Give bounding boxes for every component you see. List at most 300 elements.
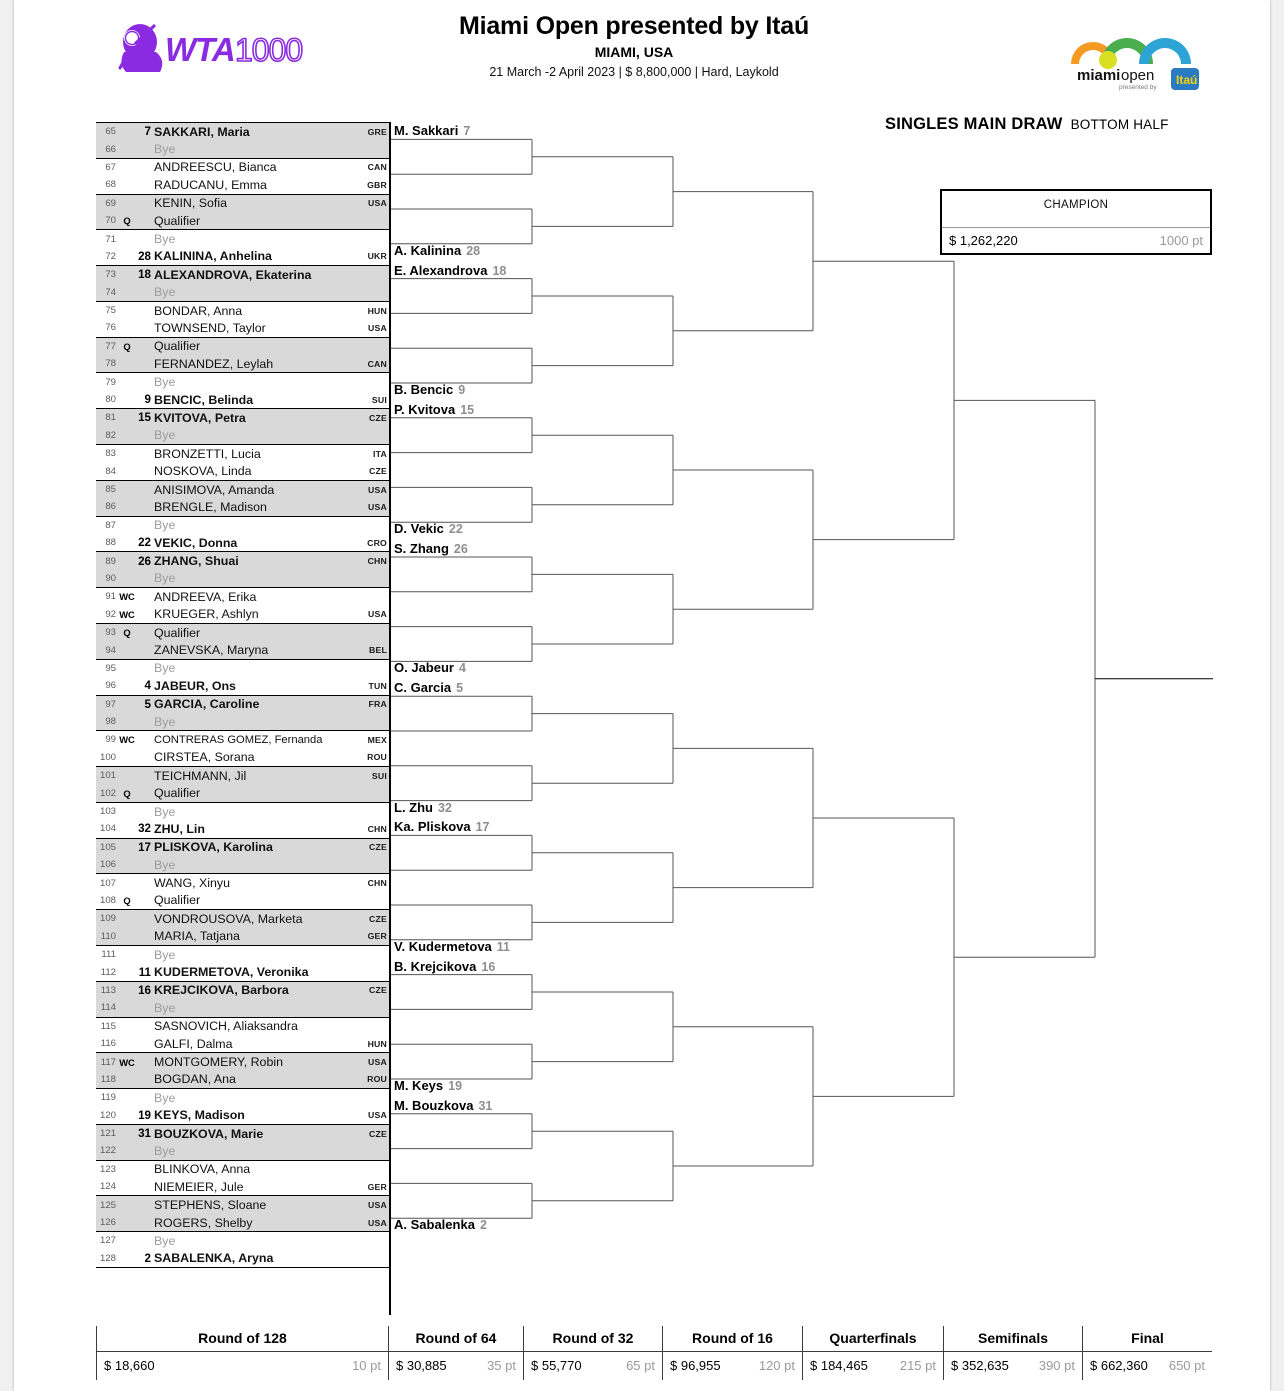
draw-position-number: 114 — [100, 1002, 116, 1014]
player-name: ANISIMOVA, Amanda — [154, 482, 275, 497]
draw-position-number: 72 — [105, 250, 116, 262]
champion-points: 1000 pt — [1159, 233, 1203, 248]
r64-player-seed: 16 — [481, 959, 496, 974]
player-name: PLISKOVA, Karolina — [154, 840, 273, 855]
r64-slot[interactable] — [394, 800, 452, 815]
r128-player-row[interactable] — [96, 534, 390, 551]
player-name: KUDERMETOVA, Veronika — [154, 965, 309, 980]
r64-player-name: S. Zhang — [394, 541, 449, 556]
r128-player-row[interactable] — [96, 1071, 390, 1088]
r128-player-row[interactable] — [96, 749, 390, 766]
r128-match-group — [96, 265, 390, 301]
r64-player-seed: 17 — [475, 820, 490, 835]
prize-table-header-row — [96, 1326, 1212, 1351]
r128-match-group — [96, 730, 390, 766]
draw-position-number: 65 — [105, 126, 116, 138]
r64-player-name: M. Sakkari — [394, 123, 459, 139]
prize-money-table — [96, 1326, 1212, 1380]
svg-text:open: open — [1121, 67, 1155, 84]
entry-status-label: WC — [119, 608, 135, 620]
player-name: CIRSTEA, Sorana — [154, 750, 255, 765]
r128-player-row[interactable] — [96, 481, 390, 498]
draw-position-number: 97 — [105, 698, 116, 710]
r64-player-name: L. Zhu — [394, 799, 433, 815]
r128-player-row[interactable] — [96, 498, 390, 515]
r128-match-group — [96, 122, 390, 158]
r128-player-row[interactable] — [96, 1125, 390, 1142]
prize-value-cell — [802, 1352, 943, 1380]
draw-position-number: 85 — [105, 484, 116, 495]
player-seed: 22 — [138, 536, 151, 550]
draw-position-number: 126 — [99, 1217, 116, 1229]
r128-player-row[interactable] — [96, 123, 390, 140]
player-seed: 5 — [144, 697, 151, 711]
prize-points: 10 pt — [352, 1358, 381, 1373]
r128-match-group — [96, 337, 390, 373]
r128-player-row[interactable] — [96, 660, 390, 677]
player-name: ROGERS, Shelby — [154, 1215, 253, 1230]
draw-position-number: 77 — [105, 340, 116, 352]
draw-position-number: 112 — [100, 966, 116, 978]
prize-money: $ 184,465 — [810, 1358, 868, 1373]
r64-player-seed: 9 — [458, 383, 466, 397]
player-name: BONDAR, Anna — [154, 303, 243, 318]
draw-position-number: 67 — [105, 161, 116, 173]
r64-slot[interactable] — [394, 1217, 487, 1232]
entry-status-label: Q — [123, 627, 131, 639]
draw-position-number: 105 — [99, 841, 116, 853]
prize-round-header: Quarterfinals — [802, 1326, 943, 1351]
r128-player-row[interactable] — [96, 713, 390, 730]
player-name: Bye — [154, 428, 176, 443]
r128-match-group — [96, 766, 390, 802]
r64-player-name: V. Kudermetova — [394, 938, 492, 954]
draw-position-number: 66 — [105, 143, 116, 155]
draw-position-number: 86 — [105, 501, 116, 513]
r128-player-row[interactable] — [96, 784, 390, 801]
r128-player-row[interactable] — [96, 767, 390, 784]
player-name: GALFI, Dalma — [154, 1036, 233, 1051]
player-name: BLINKOVA, Anna — [154, 1162, 251, 1177]
player-country: UKR — [367, 251, 387, 262]
r64-player-name: B. Krejcikova — [394, 958, 477, 974]
r64-slot[interactable] — [394, 680, 463, 695]
player-name: KVITOVA, Petra — [154, 410, 246, 425]
player-country: HUN — [367, 1038, 387, 1049]
svg-text:Itaú: Itaú — [1176, 73, 1198, 87]
player-country: USA — [368, 1057, 387, 1067]
draw-position-number: 75 — [105, 305, 116, 317]
player-country: SUI — [371, 394, 387, 405]
r128-player-row[interactable] — [96, 195, 390, 212]
r128-player-row[interactable] — [96, 1018, 390, 1035]
title-block — [374, 12, 894, 79]
r128-match-group — [96, 1231, 390, 1268]
r128-player-row[interactable] — [96, 409, 390, 426]
player-name: Bye — [154, 142, 176, 157]
draw-position-number: 92 — [105, 608, 116, 620]
player-seed: 28 — [138, 249, 151, 263]
draw-heading — [885, 115, 1169, 134]
draw-position-number: 91 — [105, 591, 116, 603]
player-name: Bye — [154, 857, 176, 872]
r128-player-row[interactable] — [96, 140, 390, 157]
r128-player-row[interactable] — [96, 946, 390, 963]
r128-player-row[interactable] — [96, 928, 390, 945]
r128-match-group — [96, 945, 390, 981]
r128-player-row[interactable] — [96, 319, 390, 336]
r128-match-group — [96, 802, 390, 838]
r128-player-row[interactable] — [96, 677, 390, 694]
player-country: USA — [368, 198, 387, 209]
entry-status-label: Q — [123, 787, 131, 799]
player-name: Bye — [154, 714, 176, 729]
player-name: TOWNSEND, Taylor — [154, 320, 266, 335]
player-name: KEYS, Madison — [154, 1108, 245, 1123]
player-country: CZE — [369, 842, 387, 853]
r128-player-row[interactable] — [96, 803, 390, 820]
player-name: KREJCIKOVA, Barbora — [154, 983, 289, 998]
r128-player-row[interactable] — [96, 1214, 390, 1231]
prize-round-header: Round of 32 — [523, 1326, 662, 1351]
player-country: USA — [368, 1200, 387, 1211]
r128-match-group — [96, 372, 390, 408]
draw-position-number: 98 — [105, 716, 116, 728]
player-seed: 31 — [138, 1127, 151, 1141]
r128-match-group — [96, 1088, 390, 1124]
r128-player-row[interactable] — [96, 355, 390, 372]
draw-position-number: 117 — [100, 1056, 116, 1068]
player-name: NOSKOVA, Linda — [154, 464, 252, 479]
draw-position-number: 121 — [99, 1128, 116, 1140]
player-country: CAN — [367, 162, 387, 173]
draw-position-number: 102 — [99, 787, 116, 799]
r64-slot[interactable] — [394, 263, 506, 278]
r128-match-group — [96, 444, 390, 480]
player-country: SUI — [371, 770, 387, 781]
draw-position-number: 87 — [105, 519, 116, 531]
r128-player-row[interactable] — [96, 302, 390, 319]
svg-text:presented by: presented by — [1119, 84, 1157, 91]
player-name: CONTRERAS GOMEZ, Fernanda — [154, 733, 323, 746]
player-name: RADUCANU, Emma — [154, 177, 267, 192]
draw-position-number: 94 — [105, 644, 116, 656]
r128-match-group — [96, 516, 390, 552]
player-country: CRO — [367, 537, 387, 548]
player-name: ZHANG, Shuai — [154, 554, 239, 569]
r128-player-row[interactable] — [96, 624, 390, 641]
r128-player-row[interactable] — [96, 856, 390, 873]
prize-value-cell — [523, 1352, 662, 1380]
player-name: Bye — [154, 375, 176, 390]
player-name: Qualifier — [154, 786, 201, 801]
prize-points: 650 pt — [1168, 1358, 1205, 1373]
player-country: CZE — [369, 985, 387, 996]
r128-player-row[interactable] — [96, 910, 390, 927]
r128-player-row[interactable] — [96, 230, 390, 247]
player-country: CHN — [367, 823, 387, 834]
player-name: Qualifier — [154, 339, 201, 354]
draw-position-number: 82 — [105, 429, 116, 441]
r128-match-group — [96, 909, 390, 945]
player-seed: 11 — [138, 965, 151, 979]
r64-player-name: C. Garcia — [394, 680, 452, 696]
r128-player-row[interactable] — [96, 1178, 390, 1195]
r64-player-seed: 28 — [466, 243, 481, 258]
champion-prize-row — [942, 227, 1210, 253]
prize-money: $ 352,635 — [951, 1358, 1009, 1373]
r128-player-row[interactable] — [96, 839, 390, 856]
r128-match-group — [96, 551, 390, 587]
player-country: USA — [368, 1217, 387, 1228]
player-name: SABALENKA, Aryna — [154, 1251, 274, 1266]
draw-position-number: 90 — [105, 572, 116, 584]
r128-player-row[interactable] — [96, 266, 390, 283]
prize-round-header: Semifinals — [943, 1326, 1082, 1351]
r64-slot[interactable] — [394, 819, 490, 834]
draw-position-number: 96 — [105, 680, 116, 692]
player-name: VEKIC, Donna — [154, 535, 238, 550]
draw-position-number: 115 — [100, 1020, 116, 1032]
draw-position-number: 89 — [105, 555, 116, 567]
player-country: USA — [368, 609, 387, 620]
player-name: MARIA, Tatjana — [154, 929, 240, 944]
draw-position-number: 101 — [99, 770, 116, 782]
player-seed: 2 — [144, 1251, 151, 1265]
r128-player-row[interactable] — [96, 999, 390, 1016]
entry-status-label: Q — [123, 215, 131, 227]
r128-player-row[interactable] — [96, 641, 390, 658]
player-country: GER — [367, 931, 387, 942]
player-name: TEICHMANN, Jil — [154, 768, 247, 783]
r64-slot[interactable] — [394, 382, 465, 397]
draw-position-number: 128 — [99, 1252, 116, 1264]
r128-match-group — [96, 659, 390, 695]
player-name: MONTGOMERY, Robin — [154, 1055, 283, 1069]
player-name: Bye — [154, 1000, 176, 1015]
r128-match-group — [96, 301, 390, 337]
r128-player-row[interactable] — [96, 1053, 390, 1070]
r128-player-row[interactable] — [96, 731, 390, 748]
player-name: BOGDAN, Ana — [154, 1072, 236, 1087]
player-country: BEL — [369, 645, 387, 656]
player-name: BRONZETTI, Lucia — [154, 446, 261, 461]
player-country: MEX — [367, 734, 387, 745]
svg-text:miami: miami — [1077, 67, 1121, 84]
player-country: CZE — [369, 913, 387, 924]
r128-player-row[interactable] — [96, 1196, 390, 1213]
r128-match-group — [96, 158, 390, 194]
draw-position-number: 110 — [100, 930, 116, 942]
r128-match-group — [96, 1195, 390, 1231]
player-name: Bye — [154, 285, 176, 300]
draw-half-label: BOTTOM HALF — [1070, 117, 1169, 132]
player-name: Qualifier — [154, 213, 201, 228]
r64-slot[interactable] — [394, 1098, 492, 1113]
r64-player-seed: 15 — [460, 402, 475, 417]
r64-player-name: Ka. Pliskova — [394, 819, 471, 835]
r64-player-seed: 11 — [496, 939, 510, 954]
r64-player-seed: 22 — [448, 522, 463, 537]
r128-player-row[interactable] — [96, 248, 390, 265]
draw-position-number: 125 — [99, 1199, 116, 1211]
player-country: GBR — [367, 179, 387, 190]
draw-position-number: 99 — [105, 734, 116, 746]
r128-match-group — [96, 408, 390, 444]
draw-position-number: 109 — [99, 913, 116, 925]
r64-player-seed: 18 — [492, 263, 507, 278]
r64-player-seed: 5 — [456, 681, 464, 696]
draw-position-number: 107 — [99, 877, 116, 889]
player-name: SASNOVICH, Aliaksandra — [154, 1019, 298, 1034]
r64-slot[interactable] — [394, 660, 466, 675]
prize-money: $ 96,955 — [670, 1358, 721, 1373]
draw-position-number: 127 — [99, 1235, 116, 1247]
player-country: CZE — [369, 466, 387, 477]
r64-slot[interactable] — [394, 1078, 462, 1093]
r64-player-name: E. Alexandrova — [394, 262, 488, 278]
player-seed: 32 — [138, 822, 151, 836]
r128-player-row[interactable] — [96, 391, 390, 408]
r64-player-seed: 26 — [453, 542, 468, 556]
draw-position-number: 111 — [101, 949, 116, 961]
r128-player-row[interactable] — [96, 1106, 390, 1123]
player-name: ZHU, Lin — [154, 821, 205, 836]
player-name: KALININA, Anhelina — [154, 249, 272, 264]
draw-position-number: 74 — [105, 286, 116, 298]
draw-position-number: 70 — [105, 215, 116, 227]
player-name: NIEMEIER, Jule — [154, 1179, 244, 1194]
draw-position-number: 108 — [99, 894, 116, 906]
player-country: CZE — [369, 412, 387, 423]
r128-player-row[interactable] — [96, 1142, 390, 1159]
prize-points: 390 pt — [1038, 1358, 1075, 1373]
champion-prize-money: $ 1,262,220 — [949, 233, 1018, 248]
r128-player-row[interactable] — [96, 963, 390, 980]
r128-player-row[interactable] — [96, 338, 390, 355]
r64-slot[interactable] — [394, 402, 474, 417]
player-seed: 4 — [144, 679, 151, 693]
player-country: FRA — [368, 699, 387, 710]
player-name: ZANEVSKA, Maryna — [154, 643, 269, 658]
r64-slot[interactable] — [394, 123, 470, 138]
r64-slot[interactable] — [394, 541, 468, 556]
draw-position-number: 119 — [100, 1092, 116, 1104]
draw-title: SINGLES MAIN DRAW — [885, 115, 1063, 133]
prize-value-cell — [662, 1352, 802, 1380]
r128-player-row[interactable] — [96, 820, 390, 837]
r64-player-seed: 19 — [448, 1079, 463, 1093]
r128-player-row[interactable] — [96, 159, 390, 176]
r128-player-row[interactable] — [96, 212, 390, 229]
r64-slot[interactable] — [394, 959, 495, 974]
round-of-128-column — [96, 122, 390, 1268]
draw-position-number: 78 — [105, 358, 116, 370]
player-country: USA — [368, 484, 387, 495]
draw-position-number: 68 — [105, 179, 116, 191]
r128-player-row[interactable] — [96, 892, 390, 909]
r128-match-group — [96, 1017, 390, 1053]
draw-position-number: 80 — [105, 394, 116, 406]
r128-player-row[interactable] — [96, 284, 390, 301]
r128-player-row[interactable] — [96, 606, 390, 623]
prize-value-cell — [943, 1352, 1082, 1380]
r128-player-row[interactable] — [96, 373, 390, 390]
prize-points: 35 pt — [487, 1358, 516, 1373]
draw-position-number: 69 — [105, 197, 116, 209]
r128-player-row[interactable] — [96, 570, 390, 587]
r128-player-row[interactable] — [96, 1089, 390, 1106]
r64-slot[interactable] — [394, 243, 480, 258]
r128-player-row[interactable] — [96, 1250, 390, 1267]
prize-round-header: Final — [1082, 1326, 1212, 1351]
entry-status-label: WC — [119, 734, 135, 746]
draw-position-number: 113 — [100, 984, 116, 996]
player-seed: 9 — [144, 393, 151, 407]
player-name: Qualifier — [154, 625, 201, 640]
r128-player-row[interactable] — [96, 1035, 390, 1052]
player-country: ROU — [367, 1074, 387, 1085]
draw-position-number: 122 — [99, 1145, 116, 1157]
player-seed: 15 — [138, 411, 151, 425]
round-of-128-right-border — [389, 122, 391, 1315]
player-name: Bye — [154, 1090, 176, 1105]
champion-box — [940, 189, 1212, 255]
r64-slot[interactable] — [394, 939, 510, 954]
prize-round-header: Round of 16 — [662, 1326, 802, 1351]
entry-status-label: WC — [119, 591, 135, 603]
player-country: GER — [367, 1181, 387, 1192]
r128-match-group — [96, 695, 390, 731]
r128-player-row[interactable] — [96, 1161, 390, 1178]
r128-player-row[interactable] — [96, 696, 390, 713]
r64-player-name: D. Vekic — [394, 521, 444, 537]
r128-match-group — [96, 623, 390, 659]
r64-player-name: B. Bencic — [394, 382, 454, 397]
player-seed: 26 — [138, 554, 151, 568]
r64-slot[interactable] — [394, 521, 463, 536]
r128-player-row[interactable] — [96, 588, 390, 605]
r64-player-name: M. Keys — [394, 1078, 444, 1093]
player-name: Qualifier — [154, 893, 201, 908]
r128-player-row[interactable] — [96, 427, 390, 444]
prize-money: $ 18,660 — [104, 1358, 155, 1373]
draw-position-number: 93 — [105, 627, 116, 639]
tournament-meta: 21 March -2 April 2023 | $ 8,800,000 | Hard, Laykold — [489, 64, 779, 79]
draw-position-number: 88 — [105, 537, 116, 549]
r128-player-row[interactable] — [96, 176, 390, 193]
player-seed: 17 — [138, 840, 151, 854]
player-country: CHN — [367, 878, 387, 889]
r128-player-row[interactable] — [96, 517, 390, 534]
r128-player-row[interactable] — [96, 874, 390, 891]
svg-text:1000: 1000 — [235, 32, 303, 68]
r64-player-name: A. Sabalenka — [394, 1217, 475, 1233]
draw-position-number: 95 — [105, 662, 116, 674]
r128-player-row[interactable] — [96, 462, 390, 479]
player-name: Bye — [154, 1233, 176, 1248]
r128-player-row[interactable] — [96, 445, 390, 462]
draw-sheet-page — [14, 0, 1270, 1391]
r128-player-row[interactable] — [96, 1232, 390, 1249]
r128-player-row[interactable] — [96, 552, 390, 569]
player-name: SAKKARI, Maria — [154, 124, 250, 139]
draw-position-number: 116 — [100, 1038, 116, 1050]
draw-position-number: 118 — [100, 1073, 116, 1085]
player-seed: 19 — [138, 1108, 151, 1122]
r128-player-row[interactable] — [96, 982, 390, 999]
tournament-title: Miami Open presented by Itaú — [458, 12, 810, 40]
